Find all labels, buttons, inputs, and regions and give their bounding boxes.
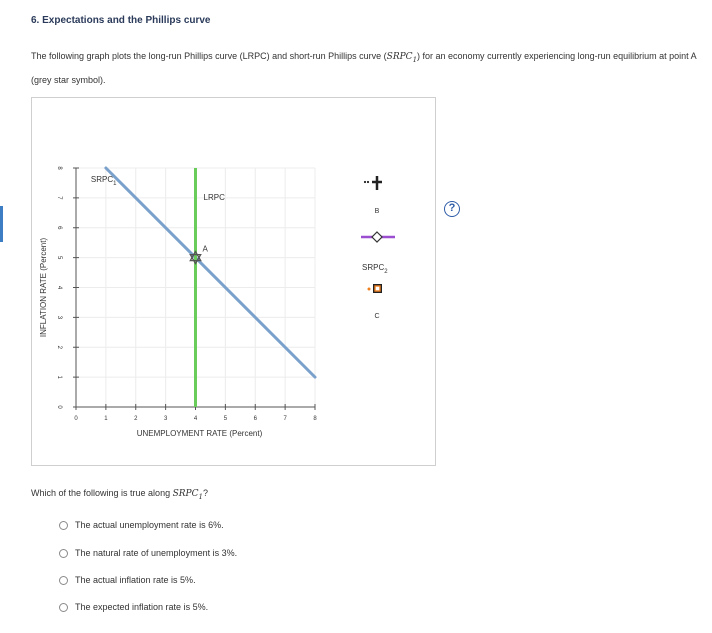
x-tick-label: 7 bbox=[283, 416, 287, 422]
x-tick-label: 2 bbox=[134, 416, 138, 422]
phillips-curve-chart[interactable] bbox=[32, 98, 435, 465]
y-tick-label: 3 bbox=[56, 315, 62, 320]
y-tick-label: 6 bbox=[56, 226, 62, 230]
cross-dot bbox=[364, 181, 366, 183]
x-tick-label: 5 bbox=[223, 416, 228, 422]
x-tick-label: 4 bbox=[193, 416, 198, 422]
radio-button[interactable] bbox=[59, 549, 68, 558]
palette-tool-b-cross-icon[interactable] bbox=[364, 176, 382, 190]
palette-tool-srpc2-label bbox=[362, 263, 388, 275]
answer-option-label: The actual inflation rate is 5%. bbox=[75, 575, 196, 585]
y-tick-label: 0 bbox=[56, 405, 62, 409]
intro-srpc-sub: 1 bbox=[412, 55, 418, 64]
x-tick-label: 6 bbox=[253, 416, 257, 422]
answer-option-3[interactable] bbox=[59, 575, 196, 585]
help-button[interactable]: ? bbox=[444, 201, 460, 217]
x-tick-label: 0 bbox=[74, 416, 78, 422]
left-accent-bar bbox=[0, 206, 3, 242]
question-text bbox=[31, 488, 208, 501]
y-axis-title: INFLATION RATE (Percent) bbox=[39, 237, 48, 338]
answer-option-label: The natural rate of unemployment is 3%. bbox=[75, 548, 238, 558]
tool-palette bbox=[361, 176, 395, 320]
srpc2-label-sub: 2 bbox=[384, 269, 388, 275]
cross-dot bbox=[367, 181, 369, 183]
intro-part1: The following graph plots the long-run Phillips curve (LRPC) and short-run Phillips curve ( bbox=[31, 51, 387, 61]
question-part1: Which of the following is true along bbox=[31, 488, 173, 498]
point-a-label: A bbox=[202, 244, 208, 254]
question-srpc-label: SRPC bbox=[172, 489, 199, 499]
srpc1-label-text: SRPC bbox=[90, 175, 114, 184]
palette-tool-c-label: C bbox=[374, 313, 380, 320]
graph-panel bbox=[31, 97, 456, 466]
radio-button[interactable] bbox=[59, 521, 68, 530]
palette-tool-srpc2-line-icon[interactable] bbox=[361, 232, 395, 242]
y-tick-label: 1 bbox=[56, 375, 62, 379]
intro-srpc-label: SRPC bbox=[386, 52, 413, 62]
chart-axes bbox=[56, 166, 317, 422]
answer-option-2[interactable] bbox=[59, 548, 237, 558]
y-tick-label: 2 bbox=[56, 345, 62, 349]
y-tick-label: 8 bbox=[56, 166, 62, 170]
answer-option-4[interactable] bbox=[59, 602, 208, 612]
intro-text bbox=[31, 46, 701, 90]
question-srpc-sub: 1 bbox=[198, 492, 203, 501]
palette-tool-c-square-icon[interactable] bbox=[368, 285, 382, 292]
lrpc-label: LRPC bbox=[203, 192, 225, 202]
srpc2-label-text: SRPC bbox=[362, 263, 385, 272]
x-axis-title: UNEMPLOYMENT RATE (Percent) bbox=[136, 429, 263, 438]
srpc1-label-sub: 1 bbox=[113, 181, 117, 187]
palette-diamond bbox=[372, 232, 382, 242]
palette-square-dot bbox=[368, 288, 371, 291]
palette-tool-b-label: B bbox=[374, 208, 380, 215]
intro-srpc-symbol bbox=[387, 52, 417, 62]
x-tick-label: 8 bbox=[313, 416, 317, 422]
page-title: 6. Expectations and the Phillips curve bbox=[31, 15, 211, 26]
radio-button[interactable] bbox=[59, 576, 68, 585]
question-srpc-symbol bbox=[173, 489, 203, 499]
x-tick-label: 3 bbox=[163, 416, 168, 422]
y-tick-label: 7 bbox=[56, 196, 62, 200]
answer-option-1[interactable] bbox=[59, 520, 224, 530]
question-part2: ? bbox=[202, 488, 208, 498]
y-tick-label: 4 bbox=[56, 285, 62, 290]
answer-option-label: The actual unemployment rate is 6%. bbox=[75, 520, 224, 530]
y-tick-label: 5 bbox=[56, 255, 62, 260]
x-tick-label: 1 bbox=[104, 416, 108, 422]
intro-part2: ) for an economy currently experiencing long-run equilibrium at point A (grey star symbol). bbox=[31, 51, 697, 85]
radio-button[interactable] bbox=[59, 603, 68, 612]
answer-option-label: The expected inflation rate is 5%. bbox=[75, 602, 209, 612]
